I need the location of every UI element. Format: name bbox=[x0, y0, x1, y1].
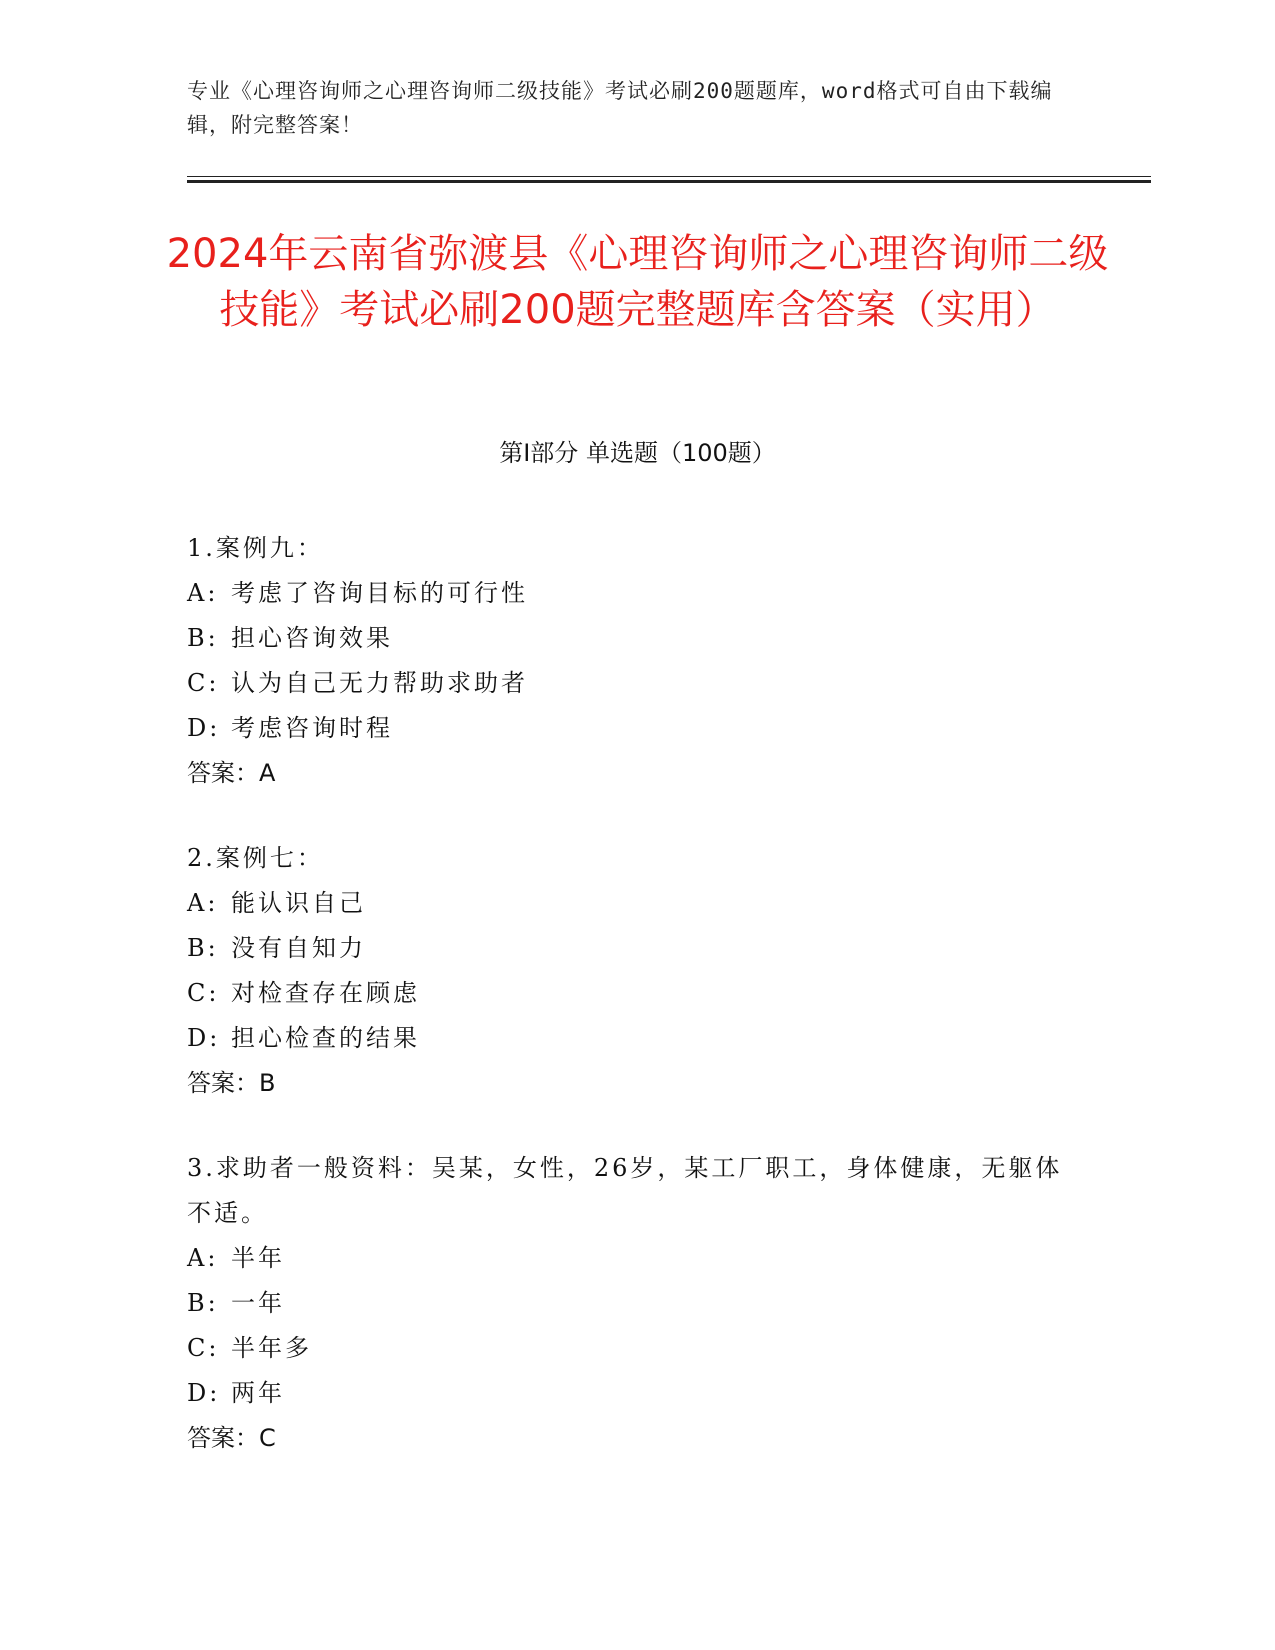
option-d bbox=[187, 706, 1067, 751]
option-a bbox=[187, 571, 1067, 616]
question-stem: 3.求助者一般资料：吴某，女性，26岁，某工厂职工，身体健康，无躯体不适。 bbox=[187, 1154, 1063, 1227]
question-stem: 1.案例九： bbox=[187, 534, 324, 562]
answer-line: 答案：A bbox=[187, 759, 276, 787]
option-letter: A: bbox=[187, 1244, 219, 1272]
option-b bbox=[187, 1281, 1067, 1326]
option-letter: C: bbox=[187, 979, 220, 1007]
option-letter: B: bbox=[187, 934, 219, 962]
question-item bbox=[187, 526, 1067, 796]
option-text: 两年 bbox=[231, 1379, 285, 1407]
option-letter: B: bbox=[187, 624, 219, 652]
option-letter: C: bbox=[187, 1334, 220, 1362]
option-text: 担心检查的结果 bbox=[231, 1024, 420, 1052]
option-text: 认为自己无力帮助求助者 bbox=[231, 669, 528, 697]
question-item bbox=[187, 1146, 1067, 1461]
header-divider-thin bbox=[187, 176, 1151, 177]
answer-line: 答案：B bbox=[187, 1069, 276, 1097]
header-divider-thick bbox=[187, 180, 1151, 183]
option-text: 没有自知力 bbox=[231, 934, 366, 962]
option-letter: C: bbox=[187, 669, 220, 697]
option-text: 能认识自己 bbox=[231, 889, 366, 917]
option-c bbox=[187, 1326, 1067, 1371]
option-text: 考虑了咨询目标的可行性 bbox=[231, 579, 528, 607]
answer-line: 答案：C bbox=[187, 1424, 276, 1452]
question-list bbox=[187, 526, 1067, 1501]
option-text: 考虑咨询时程 bbox=[231, 714, 393, 742]
option-a bbox=[187, 881, 1067, 926]
option-text: 半年多 bbox=[231, 1334, 312, 1362]
option-d bbox=[187, 1371, 1067, 1416]
section-title: 第I部分 单选题（100题） bbox=[499, 439, 776, 467]
option-text: 半年 bbox=[231, 1244, 285, 1272]
option-text: 对检查存在顾虑 bbox=[231, 979, 420, 1007]
option-c bbox=[187, 971, 1067, 1016]
option-letter: A: bbox=[187, 889, 219, 917]
document-title: 2024年云南省弥渡县《心理咨询师之心理咨询师二级技能》考试必刷200题完整题库含答案（实用） bbox=[166, 231, 1109, 333]
option-letter: A: bbox=[187, 579, 219, 607]
option-b bbox=[187, 616, 1067, 661]
option-a bbox=[187, 1236, 1067, 1281]
question-stem: 2.案例七： bbox=[187, 844, 324, 872]
option-text: 担心咨询效果 bbox=[231, 624, 393, 652]
option-d bbox=[187, 1016, 1067, 1061]
option-c bbox=[187, 661, 1067, 706]
option-b bbox=[187, 926, 1067, 971]
question-item bbox=[187, 836, 1067, 1106]
option-letter: D: bbox=[187, 1024, 221, 1052]
option-letter: D: bbox=[187, 1379, 221, 1407]
header-note: 专业《心理咨询师之心理咨询师二级技能》考试必刷200题题库，word格式可自由下载编辑，附完整答案！ bbox=[187, 79, 1053, 137]
option-letter: D: bbox=[187, 714, 221, 742]
option-letter: B: bbox=[187, 1289, 219, 1317]
option-text: 一年 bbox=[231, 1289, 285, 1317]
